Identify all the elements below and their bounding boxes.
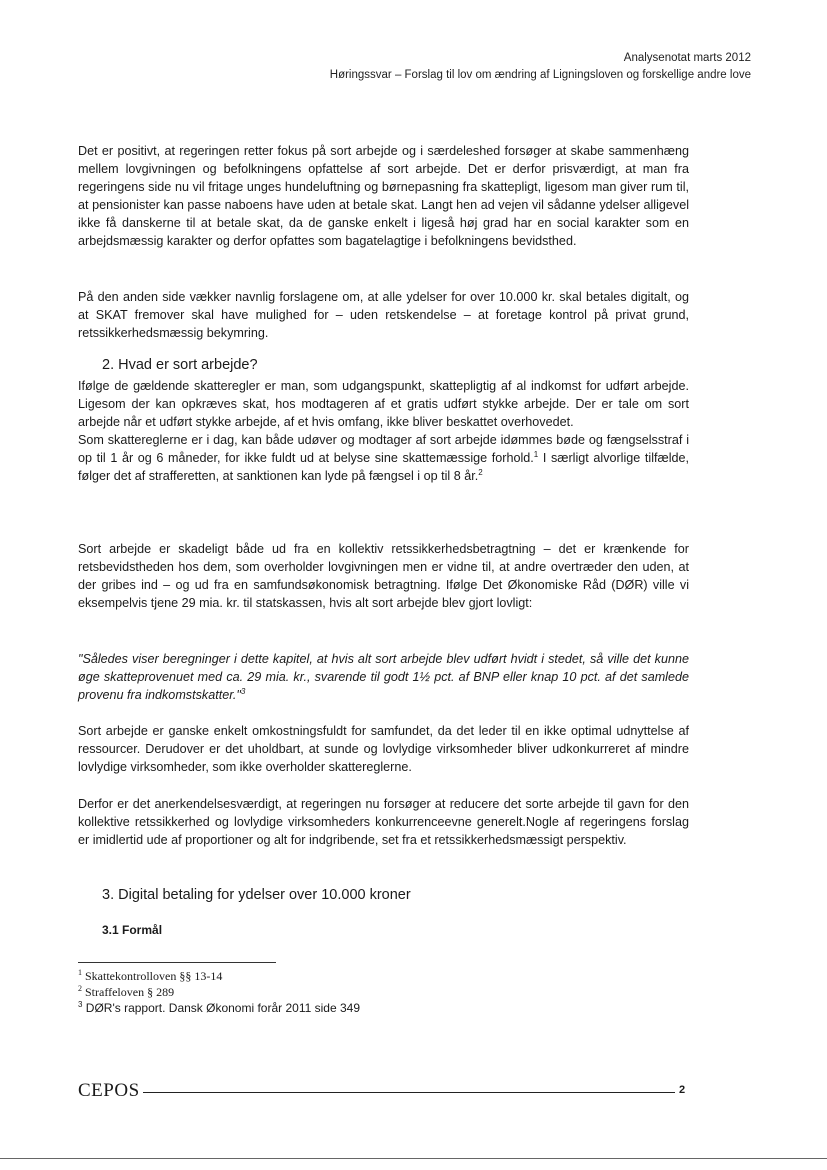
footnote-separator [78,962,276,963]
paragraph-harm: Sort arbejde er skadeligt både ud fra en kollektiv retssikkerhedsbetragtning – det er krænkende for retsbevidstheden hos dem, som overholder lovgivningen men er vidne til, at andre overtræder den uden, at der gribes ind – og ud fra en samfundsøkonomisk betragtning. Ifølge Det Økonomiske Råd (DØR) ville vi eksempelvis tjene 29 mia. kr. til statskassen, hvis alt sort arbejde blev gjort lovligt: [78,542,689,611]
header-report-date: Analysenotat marts 2012 [623,52,751,64]
page-header [330,50,751,84]
paragraph-cost: Sort arbejde er ganske enkelt omkostningsfuldt for samfundet, da det leder til en ikke optimal udnyttelse af ressourcer. Derudover er det uholdbart, at sunde og lovlydige virksomheder bliver udkonkurreret af mindre lovlydige virksomheder, som ikke overholder skattereglerne. [78,724,689,775]
page-number: 2 [679,1084,686,1096]
subsection-heading-3-1: 3.1 Formål [102,923,163,937]
footnote-ref-2[interactable]: 2 [478,468,483,478]
block-quote: "Således viser beregninger i dette kapitel, at hvis alt sort arbejde blev udført hvidt i stedet, så ville det kunne øge skatteprovenuet med ca. 29 mia. kr., svarende til godt 1½ pct. af BNP eller knap 10 pct. af det samlede provenu fra indkomstskatter."$^3$ [78,652,689,703]
paragraph-concern: På den anden side vækker navnlig forslagene om, at alle ydelser for over 10.000 kr. skal betales digitalt, og at SKAT fremover skal have mulighed for – uden retskendelse – at foretage kontrol på privat grund, retssikkerhedsmæssig bekymring. [78,290,689,341]
paragraph-conclusion: Derfor er det anerkendelsesværdigt, at regeringen nu forsøger at reducere det sorte arbejde til gavn for den kollektive retssikkerhed og lovlydige virksomheders konkurrenceevne generelt.Nogle af regeringens forslag er imidlertid ude af proportioner og alt for indgribende, set fra et retssikkerhedsmæssigt perspektiv. [78,797,689,848]
scan-edge-line [0,1158,827,1159]
footnote-ref-1[interactable]: 1 [533,450,539,460]
footnote-2: $^2$ Straffeloven § 289 [78,984,175,999]
paragraph-penalties: Som skattereglerne er i dag, kan både udøver og modtager af sort arbejde idømmes bøde og fængselsstraf i op til 1 år og 6 måneder, for ikke fuldt ud at belyse sine skattemæssige forhold.$^1$ I særligt alvorlige tilfælde, følger det af strafferetten, at sanktionen kan lyde på fængsel i op til 8 år.$^2$ [78,433,690,484]
footer-rule [143,1092,675,1093]
section-heading-2: 2. Hvad er sort arbejde? [102,357,258,373]
footer-logo-cepos: CEPOS [78,1080,140,1101]
footnote-1: $^1$ Skattekontrolloven §§ 13-14 [78,968,223,983]
section-2-text [78,377,689,486]
footnote-ref-3[interactable]: 3 [240,687,246,696]
footnotes [78,968,360,1016]
paragraph-tax-rules: Ifølge de gældende skatteregler er man, som udgangspunkt, skattepligtig af al indkomst for udført arbejde. Ligesom der kan opkræves skat, hos modtageren af et gratis udført stykke arbejde. Der er tale om sort arbejde når et udført stykke arbejde, af et hvis omfang, ikke bliver beskattet overhovedet. [78,379,689,430]
footnote-3: $^3$ DØR's rapport. Dansk Økonomi forår 2011 side 349 [78,1000,360,1015]
paragraph-intro: Det er positivt, at regeringen retter fokus på sort arbejde og i særdeleshed forsøger at skabe sammenhæng mellem lovgivningen og befolkningens opfattelse af sort arbejde. Det er derfor prisværdigt, at man fra regeringens side nu vil fritage unges hundeluftning og børnepasning fra skattepligt, ligesom man giver rum til, at pensionister kan passe naboens have uden at betale skat. Langt hen ad vejen vil sådanne ydelser alligevel ikke få danskerne til at betale skat, da de ganske enkelt i ligeså høj grad har en social karakter som en arbejdsmæssig karakter og derfor opfattes som bagatelagtige i befolkningens bevidsthed. [78,144,689,249]
header-document-title: Høringssvar – Forslag til lov om ændring af Ligningsloven og forskellige andre love [329,69,751,81]
section-heading-3: 3. Digital betaling for ydelser over 10.000 kroner [102,887,411,903]
